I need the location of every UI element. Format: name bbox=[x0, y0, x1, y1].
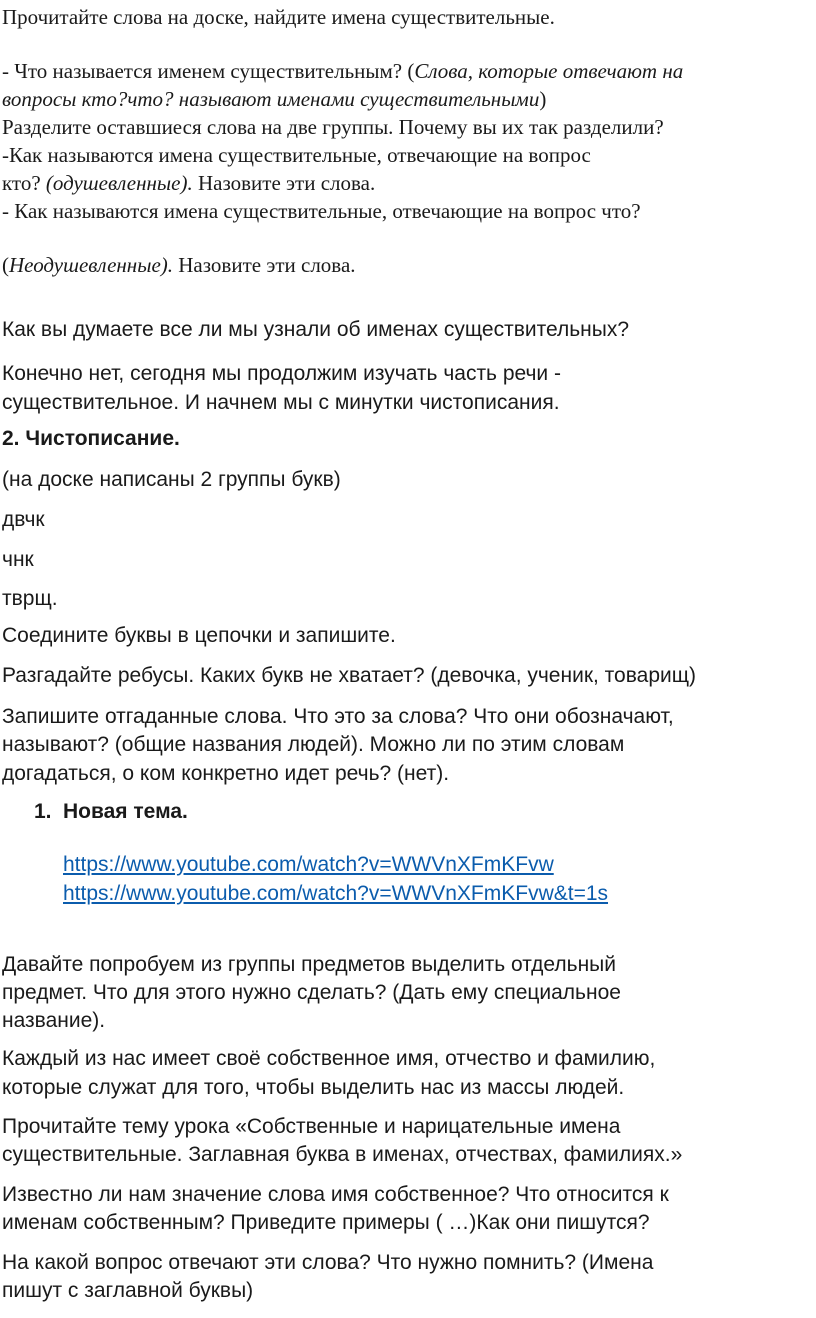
question-animate-answer bbox=[2, 169, 375, 197]
letters-group-1: двчк bbox=[2, 508, 45, 531]
paren-close: ) bbox=[539, 87, 547, 111]
list-item-new-topic bbox=[0, 797, 816, 827]
paragraph-write-words-l3: догадаться, о ком конкретно идет речь? (нет). bbox=[2, 762, 450, 785]
name-words-text-2: Назовите эти слова. bbox=[173, 253, 356, 277]
inanimate-answer: Неодушевленные). bbox=[9, 253, 174, 277]
paragraph-select-item-l3: название). bbox=[2, 1009, 106, 1032]
paragraph-join-letters: Соедините буквы в цепочки и запишите. bbox=[2, 624, 396, 647]
paragraph-continue-line1: Конечно нет, сегодня мы продолжим изучать часть речи - bbox=[2, 362, 561, 385]
name-words-text: Назовите эти слова. bbox=[192, 171, 376, 195]
paragraph-select-item-l2: предмет. Что для этого нужно сделать? (Дать ему специальное bbox=[2, 981, 621, 1004]
letters-group-2: чнк bbox=[2, 548, 34, 571]
paragraph-write-words-l1: Запишите отгаданные слова. Что это за слова? Что они обозначают, bbox=[2, 705, 674, 728]
heading-text: 2. Чистописание. bbox=[2, 427, 180, 450]
link-anchor-2[interactable]: https://www.youtube.com/watch?v=WWVnXFmKFvw&t=1s bbox=[63, 882, 609, 905]
question-text: - Что называется именем существительным? ( bbox=[2, 59, 415, 83]
paragraph-lesson-topic-l2: существительные. Заглавная буква в именах, отчествах, фамилиях.» bbox=[2, 1143, 683, 1166]
list-number: 1. bbox=[34, 800, 52, 823]
board-letters-note: (на доске написаны 2 группы букв) bbox=[2, 468, 341, 491]
divide-words-line: Разделите оставшиеся слова на две группы. Почему вы их так разделили? bbox=[2, 115, 664, 139]
paragraph-capital-letter-l2: пишут с заглавной буквы) bbox=[2, 1279, 254, 1302]
paragraph-own-name-l1: Каждый из нас имеет своё собственное имя, отчество и фамилию, bbox=[2, 1047, 656, 1070]
youtube-link-2[interactable] bbox=[63, 879, 608, 908]
paragraph-write-words-l2: называют? (общие названия людей). Можно ли по этим словам bbox=[2, 733, 625, 756]
section-heading-calligraphy bbox=[2, 424, 180, 453]
paren-open: ( bbox=[2, 253, 9, 277]
paragraph-select-item-l1: Давайте попробуем из группы предметов выделить отдельный bbox=[2, 953, 617, 976]
paragraph-own-name-l2: которые служат для того, чтобы выделить нас из массы людей. bbox=[2, 1076, 625, 1099]
answer-italic-cont: вопросы кто?что? называют именами существительными bbox=[2, 87, 540, 111]
paragraph-proper-noun-l2: именам собственным? Приведите примеры ( …)Как они пишутся? bbox=[2, 1211, 650, 1234]
link-anchor-1[interactable]: https://www.youtube.com/watch?v=WWVnXFmKFvw bbox=[63, 853, 554, 876]
paragraph-nouns-question: Как вы думаете все ли мы узнали об именах существительных? bbox=[2, 318, 630, 341]
paragraph-continue-line2: существительное. И начнем мы с минутки чистописания. bbox=[2, 391, 560, 414]
paragraph-lesson-topic-l1: Прочитайте тему урока «Собственные и нарицательные имена bbox=[2, 1115, 621, 1138]
question-inanimate: - Как называются имена существительные, отвечающие на вопрос что? bbox=[2, 199, 641, 223]
kto-label: кто? bbox=[2, 171, 46, 195]
letters-group-3: тврщ. bbox=[2, 587, 58, 610]
answer-continuation bbox=[2, 85, 546, 113]
animate-answer: (одушевленные). bbox=[45, 171, 193, 195]
paragraph-rebus: Разгадайте ребусы. Каких букв не хватает? (девочка, ученик, товарищ) bbox=[2, 664, 697, 687]
intro-line-read-words: Прочитайте слова на доске, найдите имена существительные. bbox=[2, 5, 555, 29]
youtube-link-1[interactable] bbox=[63, 850, 554, 879]
new-topic-heading: Новая тема. bbox=[63, 800, 188, 823]
paragraph-proper-noun-l1: Известно ли нам значение слова имя собственное? Что относится к bbox=[2, 1183, 669, 1206]
paragraph-capital-letter-l1: На какой вопрос отвечают эти слова? Что нужно помнить? (Имена bbox=[2, 1251, 654, 1274]
inanimate-answer-line bbox=[2, 251, 356, 279]
question-animate: -Как называются имена существительные, отвечающие на вопрос bbox=[2, 143, 591, 167]
answer-italic: Слова, которые отвечают на bbox=[414, 59, 684, 83]
question-noun-definition bbox=[2, 57, 683, 85]
